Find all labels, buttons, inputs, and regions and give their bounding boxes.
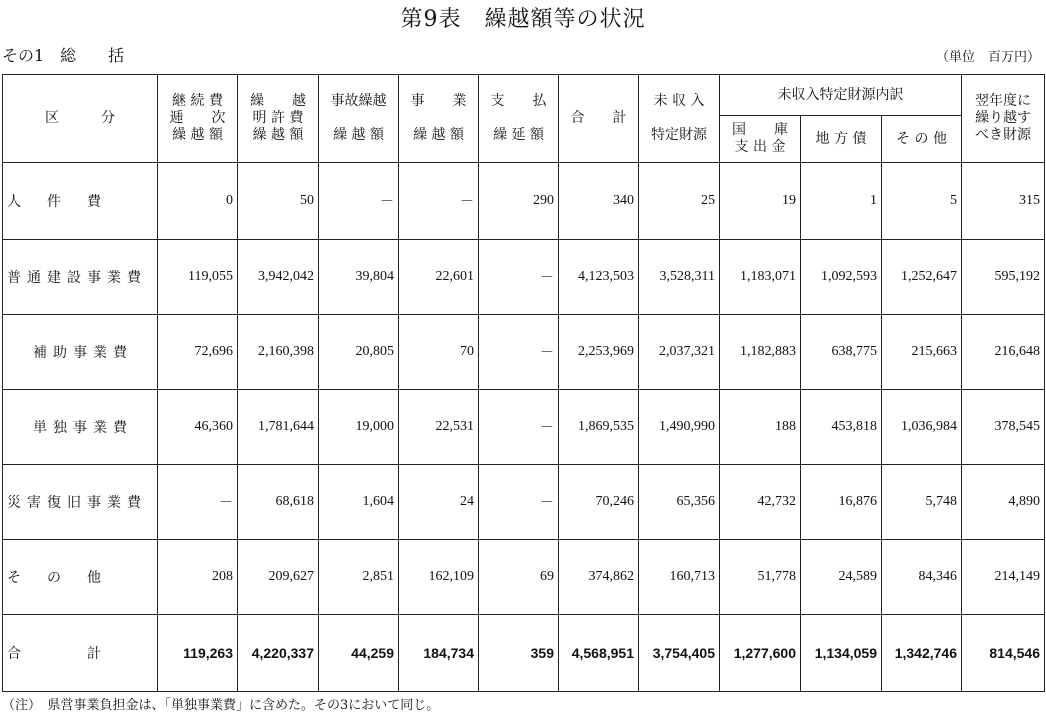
table-cell: － — [319, 163, 399, 240]
table-cell: 2,160,398 — [238, 315, 319, 390]
header-continuing: 継 続 費 逓 次 繰 越 額 — [158, 75, 238, 163]
table-cell: 68,618 — [238, 465, 319, 540]
table-cell: 374,862 — [559, 540, 639, 615]
table-cell: 3,528,311 — [639, 240, 720, 315]
table-cell: 24 — [399, 465, 479, 540]
header-deferred: 支 払 繰 延 額 — [479, 75, 559, 163]
page-title: 第9表 繰越額等の状況 — [400, 7, 646, 32]
row-label: 普通建設事業費 — [3, 240, 158, 315]
section-subtitle: その1 総 括 — [2, 46, 125, 65]
table-cell: 1,604 — [319, 465, 399, 540]
header-category: 区 分 — [3, 75, 158, 163]
table-cell: 160,713 — [639, 540, 720, 615]
table-cell: 2,851 — [319, 540, 399, 615]
table-body — [3, 163, 1045, 692]
table-cell: 214,149 — [962, 540, 1045, 615]
header-next-year: 翌年度に 繰り越す べき財源 — [962, 75, 1045, 163]
table-cell: 162,109 — [399, 540, 479, 615]
table-cell: 378,545 — [962, 390, 1045, 465]
table-cell: 0 — [158, 163, 238, 240]
table-cell: 22,531 — [399, 390, 479, 465]
table-cell: 46,360 — [158, 390, 238, 465]
table-cell: 1 — [801, 163, 882, 240]
table-cell: 2,253,969 — [559, 315, 639, 390]
table-cell: 188 — [720, 390, 801, 465]
table-cell: 1,134,059 — [801, 615, 882, 692]
row-label: 補助事業費 — [3, 315, 158, 390]
table-cell: 3,754,405 — [639, 615, 720, 692]
carryover-table — [2, 74, 1045, 692]
table-cell: 119,263 — [158, 615, 238, 692]
table-cell: － — [479, 315, 559, 390]
table-cell: 24,589 — [801, 540, 882, 615]
table-cell: 50 — [238, 163, 319, 240]
table-cell: 25 — [639, 163, 720, 240]
table-cell: － — [158, 465, 238, 540]
table-cell: 638,775 — [801, 315, 882, 390]
table-cell: 2,037,321 — [639, 315, 720, 390]
row-label: 単独事業費 — [3, 390, 158, 465]
table-cell: － — [479, 465, 559, 540]
table-cell: 19 — [720, 163, 801, 240]
table-cell: 216,648 — [962, 315, 1045, 390]
table-cell: 70,246 — [559, 465, 639, 540]
table-cell: 1,183,071 — [720, 240, 801, 315]
table-cell: 1,252,647 — [882, 240, 962, 315]
table-cell: 5,748 — [882, 465, 962, 540]
table-cell: 359 — [479, 615, 559, 692]
table-cell: 51,778 — [720, 540, 801, 615]
row-label: そ の 他 — [3, 540, 158, 615]
table-cell: 84,346 — [882, 540, 962, 615]
table-cell: 4,568,951 — [559, 615, 639, 692]
table-total-row — [3, 615, 1045, 692]
table-row — [3, 163, 1045, 240]
table-cell: 1,036,984 — [882, 390, 962, 465]
table-cell: 814,546 — [962, 615, 1045, 692]
table-cell: 453,818 — [801, 390, 882, 465]
table-cell: 4,890 — [962, 465, 1045, 540]
table-cell: 184,734 — [399, 615, 479, 692]
table-cell: 4,123,503 — [559, 240, 639, 315]
table-row — [3, 240, 1045, 315]
unit-label: （単位 百万円） — [935, 50, 1040, 65]
header-local-bond: 地 方 債 — [801, 116, 882, 163]
row-label: 人 件 費 — [3, 163, 158, 240]
header-breakdown: 未収入特定財源内訳 — [720, 75, 962, 116]
header-national: 国 庫 支 出 金 — [720, 116, 801, 163]
table-cell: － — [479, 240, 559, 315]
table-cell: 1,092,593 — [801, 240, 882, 315]
table-cell: 1,781,644 — [238, 390, 319, 465]
table-row — [3, 465, 1045, 540]
header-project: 事 業 繰 越 額 — [399, 75, 479, 163]
table-cell: 39,804 — [319, 240, 399, 315]
table-row — [3, 540, 1045, 615]
table-cell: 119,055 — [158, 240, 238, 315]
table-cell: 69 — [479, 540, 559, 615]
table-cell: 4,220,337 — [238, 615, 319, 692]
header-accident: 事故繰越 繰 越 額 — [319, 75, 399, 163]
table-cell: 65,356 — [639, 465, 720, 540]
table-cell: 1,490,990 — [639, 390, 720, 465]
header-other: そ の 他 — [882, 116, 962, 163]
table-cell: 340 — [559, 163, 639, 240]
table-cell: 290 — [479, 163, 559, 240]
table-cell: 70 — [399, 315, 479, 390]
table-cell: 1,277,600 — [720, 615, 801, 692]
table-cell: 1,182,883 — [720, 315, 801, 390]
table-cell: 215,663 — [882, 315, 962, 390]
table-cell: 20,805 — [319, 315, 399, 390]
table-cell: 315 — [962, 163, 1045, 240]
table-cell: 595,192 — [962, 240, 1045, 315]
header-unreceived: 未 収 入 特定財源 — [639, 75, 720, 163]
table-cell: 3,942,042 — [238, 240, 319, 315]
footnote: （注） 県営事業負担金は、「単独事業費」に含めた。その3において同じ。 — [2, 698, 440, 713]
table-cell: 19,000 — [319, 390, 399, 465]
table-cell: 72,696 — [158, 315, 238, 390]
table-cell: － — [479, 390, 559, 465]
table-cell: 44,259 — [319, 615, 399, 692]
table-cell: 208 — [158, 540, 238, 615]
table-cell: 42,732 — [720, 465, 801, 540]
header-total: 合 計 — [559, 75, 639, 163]
table-cell: 22,601 — [399, 240, 479, 315]
table-cell: 1,869,535 — [559, 390, 639, 465]
table-cell: 5 — [882, 163, 962, 240]
row-label: 合 計 — [3, 615, 158, 692]
table-cell: － — [399, 163, 479, 240]
table-cell: 16,876 — [801, 465, 882, 540]
row-label: 災害復旧事業費 — [3, 465, 158, 540]
header-explicit: 繰 越 明 許 費 繰 越 額 — [238, 75, 319, 163]
table-cell: 1,342,746 — [882, 615, 962, 692]
table-row — [3, 315, 1045, 390]
table-row — [3, 390, 1045, 465]
table-cell: 209,627 — [238, 540, 319, 615]
